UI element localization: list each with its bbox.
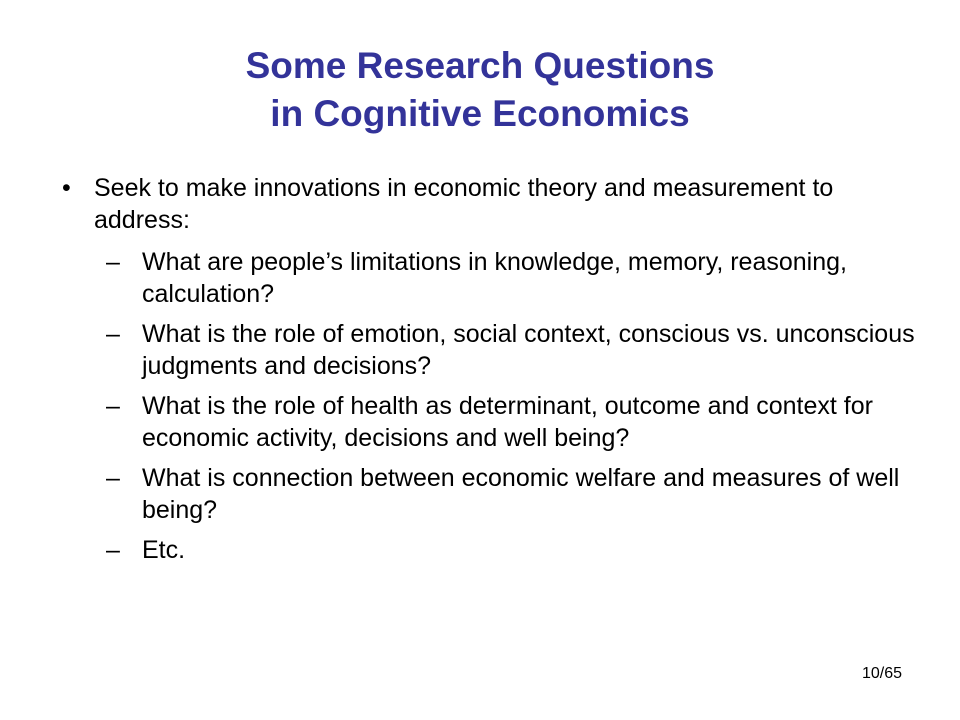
sub-bullet-list (58, 246, 918, 566)
slide-title (0, 42, 960, 138)
slide-body (58, 172, 918, 574)
dash-marker: – (106, 248, 120, 276)
title-line-2: in Cognitive Economics (270, 93, 690, 134)
sub-bullet-item (58, 534, 918, 566)
sub-bullet-text: What is the role of emotion, social context, conscious vs. unconscious judgments and decisions? (142, 320, 915, 380)
sub-bullet-text: Etc. (142, 536, 186, 564)
bullet-marker: • (62, 174, 71, 202)
sub-bullet-item (58, 318, 918, 382)
sub-bullet-text: What is the role of health as determinant, outcome and context for economic activity, decisions and well being? (142, 392, 873, 452)
main-bullet-text: Seek to make innovations in economic theory and measurement to address: (94, 174, 834, 234)
sub-bullet-item (58, 462, 918, 526)
dash-marker: – (106, 536, 120, 564)
sub-bullet-item (58, 390, 918, 454)
sub-bullet-item (58, 246, 918, 310)
main-bullet (58, 172, 918, 236)
title-line-1: Some Research Questions (245, 45, 715, 86)
dash-marker: – (106, 392, 120, 420)
page-number: 10/65 (861, 665, 902, 682)
sub-bullet-text: What is connection between economic welfare and measures of well being? (142, 464, 900, 524)
dash-marker: – (106, 464, 120, 492)
dash-marker: – (106, 320, 120, 348)
sub-bullet-text: What are people’s limitations in knowledge, memory, reasoning, calculation? (142, 248, 847, 308)
